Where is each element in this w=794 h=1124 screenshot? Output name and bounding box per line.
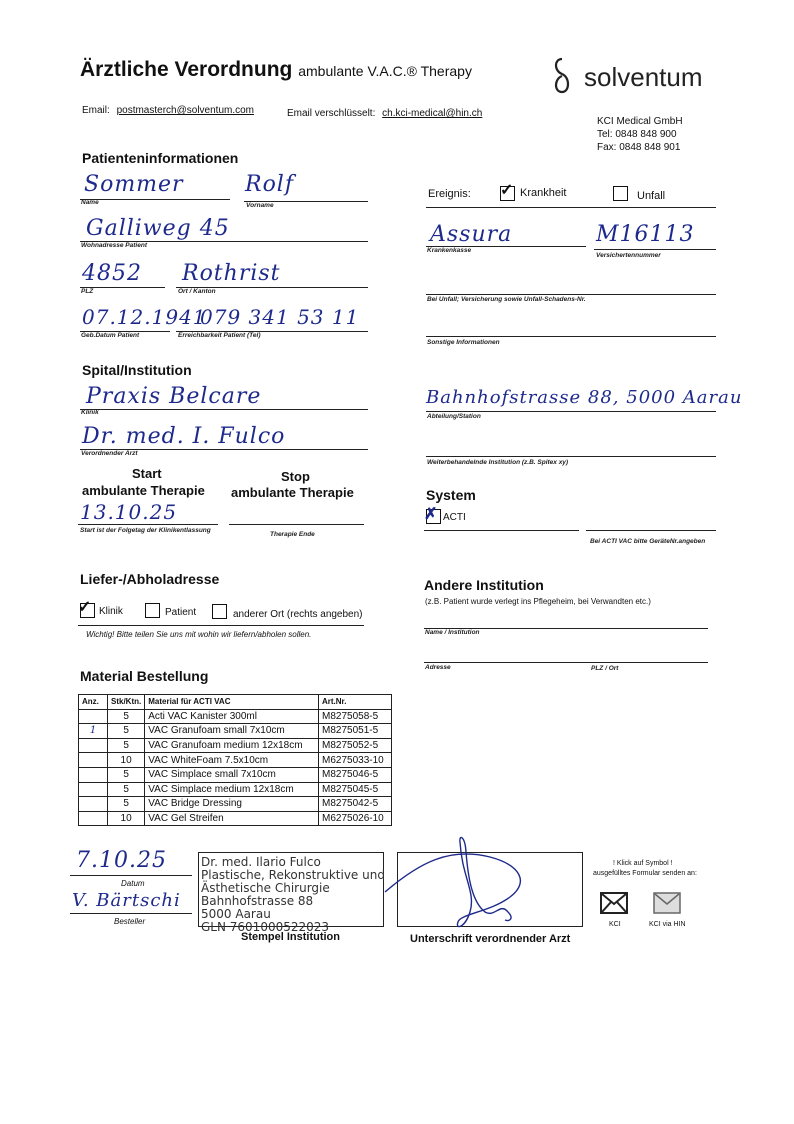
signature-label: Unterschrift verordnender Arzt [410,933,571,945]
solventum-logo [548,55,576,102]
patient-dob: 07.12.1941 [82,305,207,329]
email-link[interactable]: postmasterch@solventum.com [116,105,254,116]
patient-plz: 4852 [82,261,142,286]
material-cell-anz: 1 [79,724,108,739]
material-cell-material: VAC Simplace medium 12x18cm [145,782,319,797]
material-row [79,709,392,724]
material-cell-art: M8275045-5 [319,782,392,797]
material-cell-stk: 5 [108,767,145,782]
material-cell-stk: 5 [108,797,145,812]
company-block [597,115,683,154]
email-icon [600,892,628,914]
material-cell-art: M6275026-10 [319,811,392,826]
acti-label: ACTI [443,512,466,523]
illness-label: Krankheit [520,187,567,199]
material-cell-art: M8275058-5 [319,709,392,724]
material-cell-anz [79,738,108,753]
illness-check-mark: ✓ [500,182,514,199]
accident-label: Unfall [637,190,666,202]
ward: Bahnhofstrasse 88, 5000 Aarau [426,387,743,408]
system-heading: System [426,487,476,503]
material-cell-art: M6275033-10 [319,753,392,768]
material-cell-stk: 10 [108,811,145,826]
email-encrypted-row: Email verschlüsselt: ch.kci-medical@hin.ch [287,108,483,119]
material-table [78,694,392,826]
delivery-heading: Liefer-/Abholadresse [80,571,220,587]
material-cell-material: VAC Simplace small 7x10cm [145,767,319,782]
delivery-clinic-check-mark: ✓ [78,599,92,616]
delivery-note: Wichtig! Bitte teilen Sie uns mit wohin wir liefern/abholen sollen. [86,630,312,639]
patient-firstname: Rolf [245,172,294,197]
hospital-heading: Spital/Institution [82,362,192,378]
therapy-stop-heading: ambulante Therapie [231,485,354,500]
accident-checkbox[interactable] [613,186,628,201]
material-cell-art: M8275046-5 [319,767,392,782]
material-header-row: Anz. Stk/Ktn. Material für ACTI VAC Art.Nr. [79,695,392,710]
material-row [79,724,392,739]
order-date: 7.10.25 [76,848,167,873]
material-row [79,738,392,753]
institution-stamp [201,856,385,934]
title-main: Ärztliche Verordnung [80,58,293,81]
stamp-line: GLN 7601000522023 [201,920,330,934]
material-cell-stk: 5 [108,782,145,797]
stamp-label: Stempel Institution [241,931,340,943]
therapy-start-heading: ambulante Therapie [82,483,205,498]
prescribing-doctor: Dr. med. I. Fulco [82,424,286,449]
orderer: V. Bärtschi [72,890,181,911]
material-cell-art: M8275051-5 [319,724,392,739]
material-row [79,767,392,782]
material-row [79,782,392,797]
material-cell-stk: 10 [108,753,145,768]
email-encrypted-link[interactable]: ch.kci-medical@hin.ch [382,108,483,119]
title-sub: ambulante V.A.C.® Therapy [298,63,472,79]
material-cell-material: VAC Bridge Dressing [145,797,319,812]
material-cell-anz [79,753,108,768]
patient-address: Galliweg 45 [86,216,230,241]
send-kci-button[interactable] [600,892,628,919]
stamp-line: Bahnhofstrasse 88 [201,894,314,908]
material-cell-art: M8275052-5 [319,738,392,753]
material-cell-stk: 5 [108,724,145,739]
doctor-signature [380,832,580,932]
solventum-logo-icon [548,55,576,97]
insured-number: M16113 [596,222,695,247]
material-cell-material: VAC Granufoam medium 12x18cm [145,738,319,753]
material-cell-material: Acti VAC Kanister 300ml [145,709,319,724]
form-title [80,58,472,82]
material-cell-stk: 5 [108,738,145,753]
send-kci-hin-button[interactable] [653,892,681,919]
stamp-line: Plastische, Rekonstruktive und [201,868,385,882]
material-cell-anz [79,811,108,826]
material-cell-art: M8275042-5 [319,797,392,812]
patient-phone: 079 341 53 11 [200,305,360,329]
event-label: Ereignis: [428,188,471,200]
material-row [79,797,392,812]
insurer: Assura [430,222,513,247]
material-cell-material: VAC Gel Streifen [145,811,319,826]
material-cell-stk: 5 [108,709,145,724]
material-cell-anz [79,797,108,812]
material-row [79,753,392,768]
stamp-line: Dr. med. Ilario Fulco [201,855,321,869]
brand-name: solventum [584,62,703,92]
patient-ort: Rothrist [182,261,281,286]
patient-heading: Patienteninformationen [82,150,239,166]
company-tel: Tel: 0848 848 900 [597,129,677,140]
stamp-line: Ästhetische Chirurgie [201,881,330,895]
delivery-patient-checkbox[interactable] [145,603,160,618]
stamp-line: 5000 Aarau [201,907,271,921]
material-heading: Material Bestellung [80,668,209,684]
clinic: Praxis Belcare [86,384,262,409]
delivery-other-checkbox[interactable] [212,604,227,619]
material-cell-anz [79,767,108,782]
material-row [79,811,392,826]
material-cell-anz [79,709,108,724]
email-icon [653,892,681,914]
material-cell-material: VAC WhiteFoam 7.5x10cm [145,753,319,768]
acti-check-mark: ✗ [424,506,438,523]
material-cell-anz [79,782,108,797]
other-institution-heading: Andere Institution [424,577,544,593]
email-row: Email: postmasterch@solventum.com [82,105,254,116]
therapy-start-date: 13.10.25 [80,500,178,524]
material-cell-material: VAC Granufoam small 7x10cm [145,724,319,739]
patient-name: Sommer [84,172,184,197]
company-fax: Fax: 0848 848 901 [597,142,681,153]
company-name: KCI Medical GmbH [597,116,683,127]
